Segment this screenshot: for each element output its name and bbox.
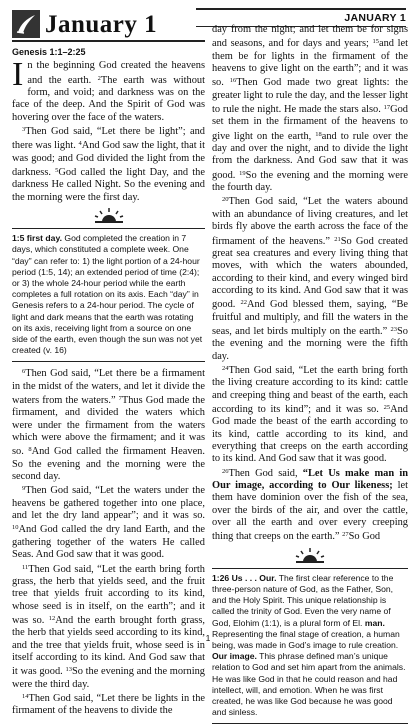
ornament-divider xyxy=(12,206,205,226)
title-bar xyxy=(12,10,205,42)
verse-text: And God saw the light, that it was good; and God divided the light from the darkness. xyxy=(12,140,206,179)
verse-number: 16 xyxy=(229,77,237,85)
note-label: 1:5 first day. xyxy=(12,233,62,244)
left-column xyxy=(12,0,205,718)
verse-text: let them have dominion over the fish of the sea, over the birds of the air, and over the cattle, over all the earth and over every creeping thing that creeps on the earth.” xyxy=(212,480,408,543)
verse-number: 3 xyxy=(22,126,26,134)
verse-text: So God xyxy=(348,531,381,543)
verse-text: day from the night; and let them be for signs and seasons, and for days and years; xyxy=(212,24,408,50)
verse-number: 10 xyxy=(12,524,19,532)
verse-number: 6 xyxy=(22,368,26,376)
study-note xyxy=(212,568,408,725)
verse-11 xyxy=(12,562,205,691)
verse-9 xyxy=(12,483,205,561)
page-title: January 1 xyxy=(45,11,158,38)
verse-24 xyxy=(212,363,408,466)
verse-text: So God created great sea creatures and every living thing that moves, with which the waters abounded, according to their kind, and every winged bird according to its kind. And God saw that it was good. xyxy=(212,235,408,311)
running-header: JANUARY 1 xyxy=(196,8,406,27)
note-label: Our image. xyxy=(212,651,257,662)
verse-number: 27 xyxy=(342,531,349,539)
verse-text: And God called the firmament Heaven. So the evening and the morning were the second day. xyxy=(12,446,205,483)
verse-text: God called the light Day, and the darkness He called Night. So the evening and the morning were the first day. xyxy=(12,167,205,203)
verse-14 xyxy=(12,691,205,718)
verse-text: And the earth brought forth grass, the herb that yields seed according to its kind, and the tree that yields fruit, whose seed is in itself according to its kind. And God saw that it was good. xyxy=(12,614,205,678)
right-column xyxy=(212,6,408,728)
verse-text: And God called the dry land Earth, and the gathering together of the waters He called Seas. And God saw that it was good. xyxy=(12,524,205,561)
verse-text: So the evening and the morning were the fifth day. xyxy=(212,325,408,362)
verse-1 xyxy=(12,56,205,124)
verse-text: And God made the beast of the earth according to its kind, cattle according to its kind, and everything that creeps on the earth according to its kind. And God saw that it was good. xyxy=(212,403,408,465)
verse-number: 15 xyxy=(372,38,379,46)
verse-text: n the beginning God created the heavens and the earth. xyxy=(27,60,205,86)
book-logo-icon xyxy=(12,10,40,38)
verse-number: 25 xyxy=(383,403,391,411)
note-text: Representing the final stage of creation, a human being, was made in God’s image to rule creation. xyxy=(212,628,400,650)
sunrise-icon xyxy=(292,546,328,566)
verse-number: 13 xyxy=(65,666,72,674)
verse-text: Then God said, “Let there be light”; and there was light. xyxy=(12,126,205,152)
verse-text: So the evening and the morning were the fourth day. xyxy=(212,169,408,194)
verse-text: God set them in the firmament of the heavens to give light on the earth, xyxy=(212,104,408,142)
verse-20 xyxy=(212,194,408,362)
verse-number: 21 xyxy=(334,235,341,243)
verse-number: 20 xyxy=(222,196,229,204)
verse-text: Then God said, “Let the waters abound with an abundance of living creatures, and let birds fly above the earth across the face of the firmament of the heavens.” xyxy=(212,196,408,247)
verse-text: Then God said, “Let the earth bring forth grass, the herb that yields seed, and the fruit tree that yields fruit according to its kind, whose seed is in itself, on the earth”; and it was so. xyxy=(12,563,205,626)
verse-text-emphasis: “Let Us make man in Our image, according to Our likeness; xyxy=(212,467,408,492)
verse-text: Then God made two great lights: the greater light to rule the day, and the lesser light to rule the night. He made the stars also. xyxy=(212,77,408,116)
verse-number: 22 xyxy=(240,299,247,307)
verse-number: 7 xyxy=(118,395,122,403)
verse-text: Then God said, xyxy=(228,467,303,479)
verse-text: Then God said, “Let the waters under the heavens be gathered together into one place, and let the dry land appear”; and it was so. xyxy=(12,485,205,522)
page-number: 1 xyxy=(205,633,211,643)
verse-text: And God blessed them, saying, “Be fruitful and multiply, and fill the waters in the seas, and let birds multiply on the earth.” xyxy=(212,299,408,337)
verse-text: The earth was without form, and void; and darkness was on the face of the deep. And the Spirit of God was hovering over the face of the waters. xyxy=(12,74,205,123)
sunrise-icon xyxy=(91,206,127,226)
drop-cap: I xyxy=(12,56,24,94)
verse-number: 19 xyxy=(239,169,246,177)
note-label: 1:26 Us . . . Our. xyxy=(212,572,277,583)
verse-3 xyxy=(12,124,205,204)
verse-number: 4 xyxy=(78,140,82,148)
verse-number: 11 xyxy=(22,563,29,571)
verse-number: 23 xyxy=(390,325,398,333)
verse-number: 2 xyxy=(97,74,101,82)
verse-number: 17 xyxy=(383,104,391,112)
note-text: The first clear reference to the three-person nature of God, as the Father, Son, and the Holy Spirit. This unique relationship is called the trinity of God. Even the very name of God, Elohim (1:1), is a plural form of El. xyxy=(212,572,394,628)
verse-text: Thus God made the firmament, and divided the waters which were under the firmament from the waters which were above the firmament; and it was so. xyxy=(12,395,205,458)
verse-6 xyxy=(12,366,205,483)
verse-text: Then God said, “Let there be a firmament in the midst of the waters, and let it divide the waters from the waters.” xyxy=(12,368,205,407)
verse-text: Then God said, “Let the earth bring forth the living creature according to its kind: cattle and creeping thing and beast of the earth, each according to its kind”; and it was so. xyxy=(212,364,408,415)
verse-text: and let them be for lights in the firmament of the heavens to give light on the earth”; and it was so. xyxy=(212,38,408,89)
verse-number: 26 xyxy=(222,467,229,475)
verse-number: 5 xyxy=(55,167,59,175)
verse-number: 24 xyxy=(222,364,229,372)
header-spacer xyxy=(212,6,408,24)
verse-number: 14 xyxy=(22,692,29,700)
note-text: God completed the creation in 7 days, which constituted a complete week. One “day” can refer to: 1) the light portion of a 24-hour period (1:5, 14); an extended period of time (2:4); or 3) the whole 24-hour period while the earth completes a full rotation on its axis. Each “day” in Genesis refers to a 24-hour period. The cycle of light and dark means that the earth was rotating on its axis, receiving light from a source on one side of the earth, even though the sun was not yet created (v. 16) xyxy=(12,233,203,356)
verse-text: So the evening and the morning were the third day. xyxy=(12,666,205,690)
verse-number: 9 xyxy=(22,485,26,493)
study-note xyxy=(12,228,205,362)
verse-number: 12 xyxy=(48,614,56,622)
note-label: man. xyxy=(362,617,385,628)
verse-text: and to rule over the day and over the night, and to divide the light from the darkness. And God saw that it was good. xyxy=(212,130,408,181)
scripture-reference: Genesis 1:1–2:25 xyxy=(12,47,86,57)
verse-text: Then God said, “Let there be lights in the firmament of the heavens to divide the xyxy=(12,692,205,717)
verse-number: 18 xyxy=(315,130,322,138)
verse-26 xyxy=(212,466,408,544)
verse-number: 8 xyxy=(28,446,32,454)
ornament-divider xyxy=(212,546,408,566)
note-text: This phrase defined man’s unique relation to God and set him apart from the animals. He was like God in that he could reason and had intellect, will, and emotion. When he was first created, he was like God because he was good and sinless. xyxy=(212,651,406,718)
verse-14-cont xyxy=(212,24,408,194)
